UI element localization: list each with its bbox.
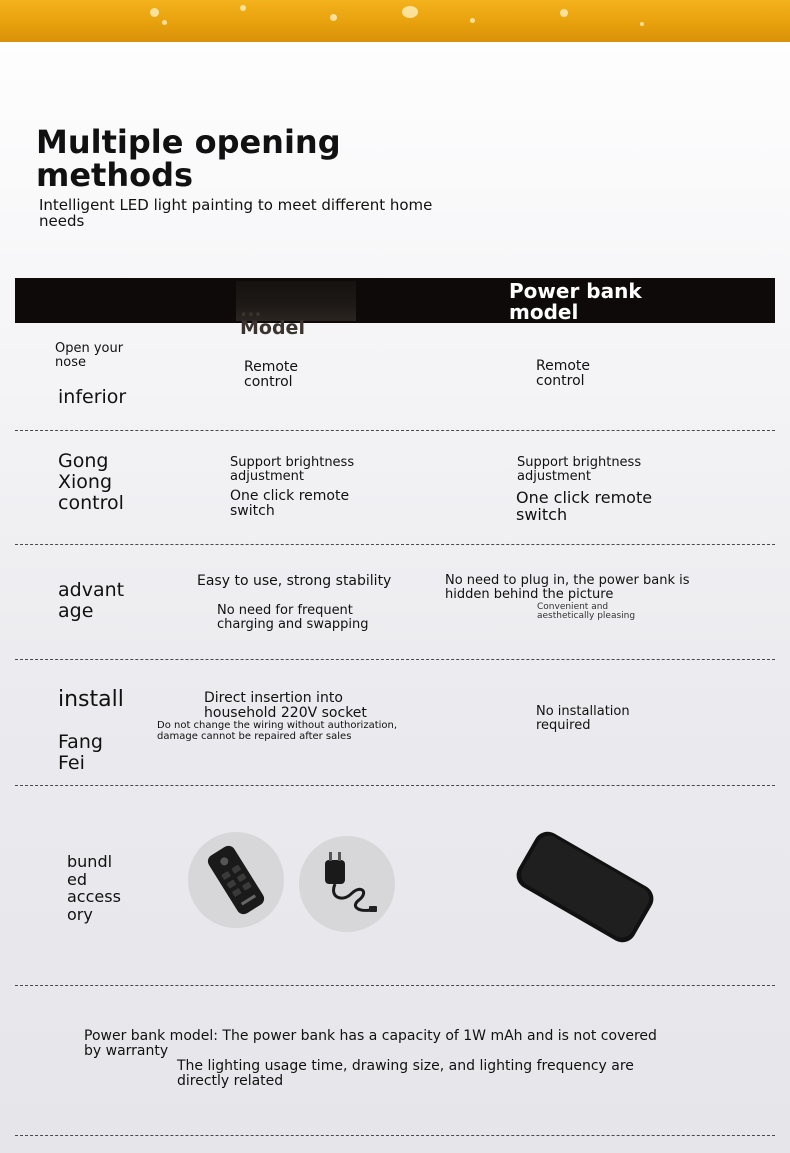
- row-divider: [15, 985, 775, 986]
- row-open-col1: Remote control: [244, 359, 299, 390]
- row-advantage-col2-main: No need to plug in, the power bank is hidden behind the picture: [445, 573, 690, 602]
- row-open-label-small: Open your nose: [55, 341, 124, 370]
- column-header-standard-model: ... Model: [236, 281, 356, 321]
- row-control-label: Gong Xiong control: [58, 450, 124, 514]
- row-divider: [15, 659, 775, 660]
- power-bank-image: [500, 820, 670, 955]
- power-adapter-image: [299, 836, 395, 932]
- row-install-col1-main: Direct insertion into household 220V socket: [204, 690, 367, 721]
- row-control-col2-brightness: Support brightness adjustment: [517, 455, 642, 484]
- row-install-label: install: [58, 687, 124, 712]
- row-divider: [15, 1135, 775, 1136]
- row-install-col2: No installation required: [536, 704, 630, 733]
- page-subtitle: Intelligent LED light painting to meet different home needs: [39, 196, 433, 230]
- remote-control-image: [188, 832, 284, 928]
- row-control-col1-brightness: Support brightness adjustment: [230, 455, 355, 484]
- footnote-capacity: Power bank model: The power bank has a capacity of 1W mAh and is not covered by warranty: [84, 1028, 657, 1059]
- row-install-col1-note: Do not change the wiring without authorization, damage cannot be repaired after sales: [157, 720, 398, 742]
- row-divider: [15, 430, 775, 431]
- row-control-col1-switch: One click remote switch: [230, 488, 350, 519]
- footnote-lighting: The lighting usage time, drawing size, and lighting frequency are directly related: [177, 1058, 634, 1089]
- row-advantage-col1-main: Easy to use, strong stability: [197, 573, 392, 589]
- row-advantage-col2-sub: Convenient and aesthetically pleasing: [537, 602, 636, 621]
- top-banner: [0, 0, 790, 42]
- row-open-label: inferior: [58, 386, 127, 408]
- row-advantage-label: advant age: [58, 579, 125, 622]
- row-accessory-label: bundl ed access ory: [67, 852, 121, 924]
- column-header-power-bank-model: Power bank model: [509, 279, 642, 324]
- row-advantage-col1-sub: No need for frequent charging and swapping: [217, 603, 369, 632]
- row-control-col2-switch: One click remote switch: [516, 488, 653, 524]
- row-install-label-sub: Fang Fei: [58, 731, 103, 774]
- row-open-col2: Remote control: [536, 358, 591, 389]
- row-divider: [15, 544, 775, 545]
- page-title: Multiple opening methods: [36, 123, 341, 194]
- row-divider: [15, 785, 775, 786]
